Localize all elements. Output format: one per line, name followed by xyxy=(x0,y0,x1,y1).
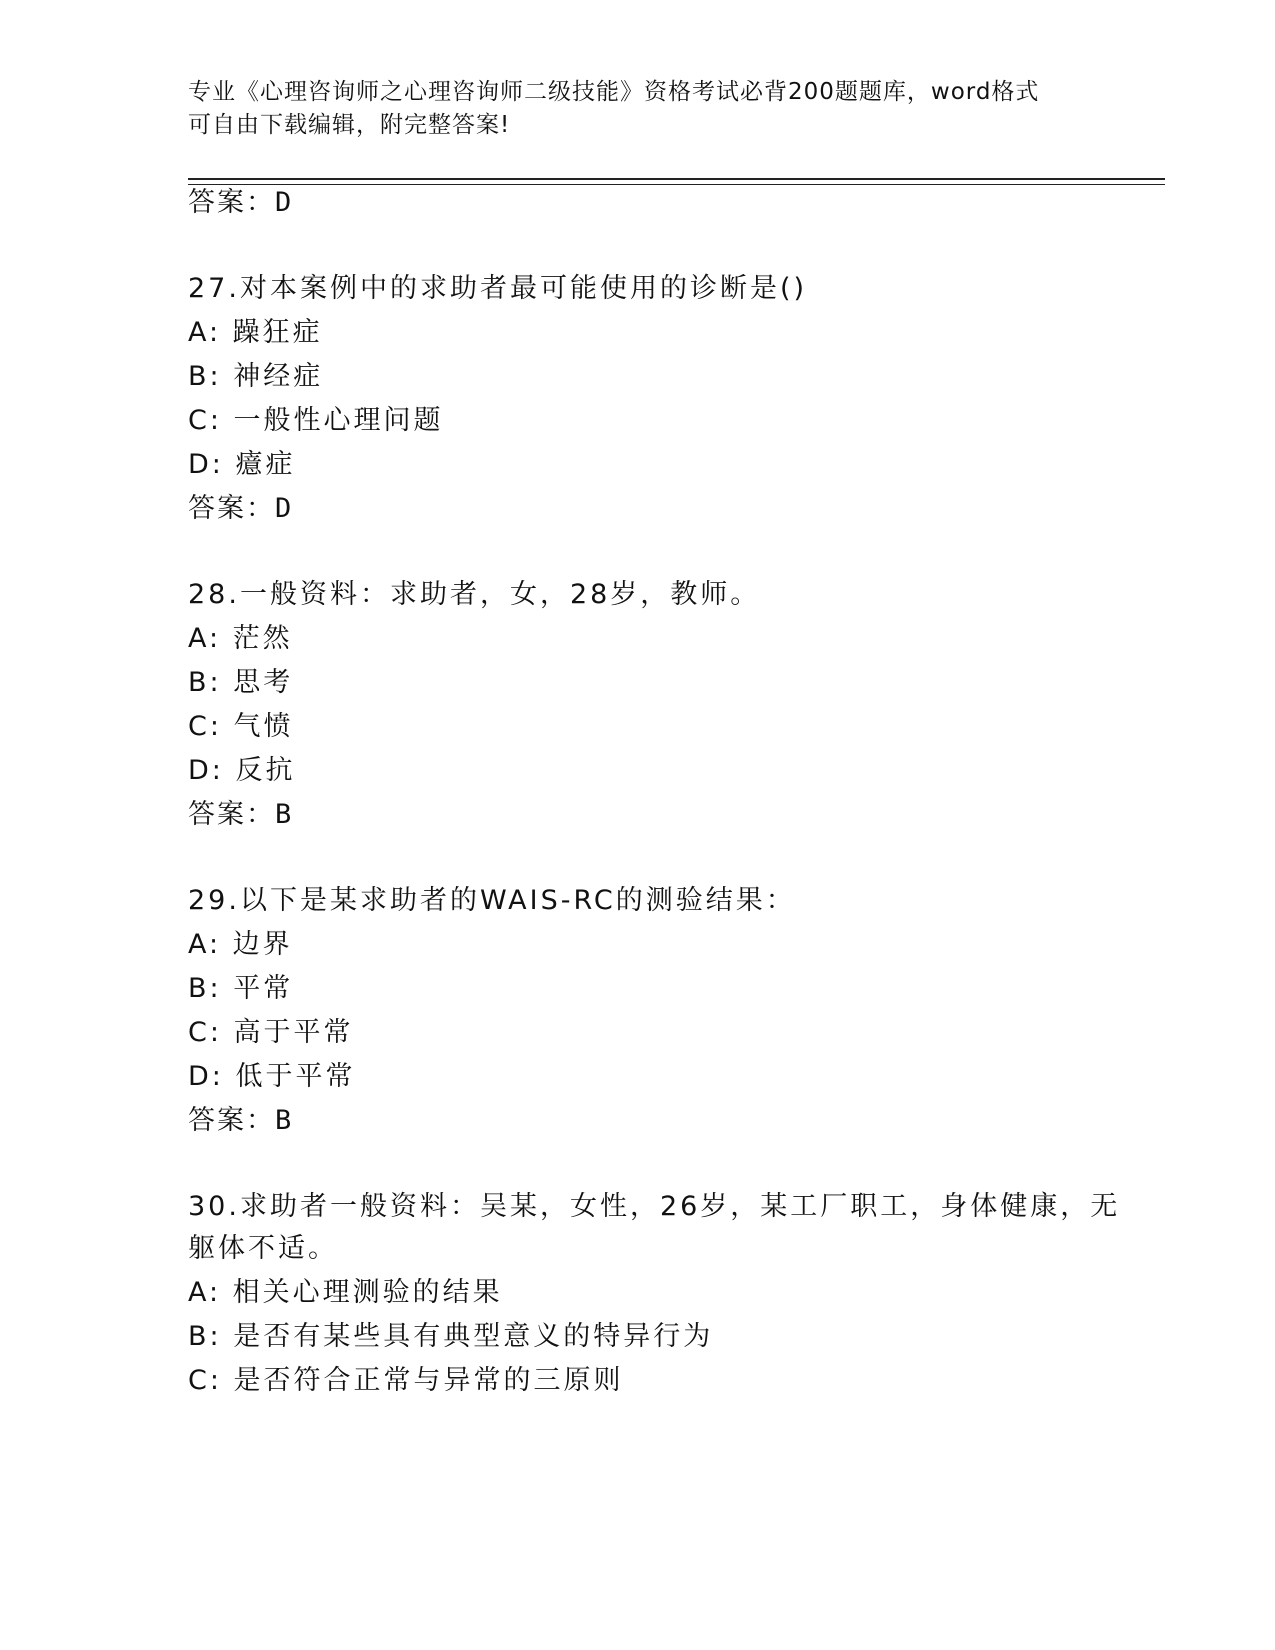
option-d: D: 低于平常 xyxy=(188,1061,356,1092)
header-rule-thick xyxy=(188,178,1165,180)
option-a: A: 茫然 xyxy=(188,623,293,654)
option-c: C: 高于平常 xyxy=(188,1017,354,1048)
answer-label: 答案： xyxy=(188,187,275,218)
answer-value: D xyxy=(275,493,292,524)
document-header xyxy=(188,76,1088,142)
answer-line xyxy=(188,798,291,832)
answer-value: B xyxy=(275,799,292,830)
answer-line xyxy=(188,492,291,526)
option-a: A: 边界 xyxy=(188,929,293,960)
option-b: B: 平常 xyxy=(188,973,294,1004)
header-line-1: 专业《心理咨询师之心理咨询师二级技能》资格考试必背200题题库，word格式 xyxy=(188,79,1040,105)
answer-label: 答案： xyxy=(188,1105,275,1136)
header-line-2: 可自由下载编辑，附完整答案! xyxy=(188,112,511,138)
header-rule-thin xyxy=(188,184,1165,185)
question-27: 27.对本案例中的求助者最可能使用的诊断是() xyxy=(188,273,808,304)
question-28: 28.一般资料：求助者，女，28岁，教师。 xyxy=(188,579,761,610)
answer-line xyxy=(188,1104,291,1138)
option-c: C: 气愤 xyxy=(188,711,294,742)
question-30-line-2: 躯体不适。 xyxy=(188,1233,338,1264)
option-b: B: 神经症 xyxy=(188,361,324,392)
answer-value: B xyxy=(275,1105,292,1136)
question-29: 29.以下是某求助者的WAIS-RC的测验结果： xyxy=(188,885,796,916)
option-c: C: 一般性心理问题 xyxy=(188,405,444,436)
option-a: A: 躁狂症 xyxy=(188,317,323,348)
option-d: D: 癔症 xyxy=(188,449,296,480)
answer-value: D xyxy=(275,187,292,218)
option-c: C: 是否符合正常与异常的三原则 xyxy=(188,1365,624,1396)
answer-label: 答案： xyxy=(188,799,275,830)
answer-label: 答案： xyxy=(188,493,275,524)
question-30-line-1: 30.求助者一般资料：吴某，女性，26岁，某工厂职工，身体健康，无 xyxy=(188,1191,1121,1222)
option-a: A: 相关心理测验的结果 xyxy=(188,1277,503,1308)
option-d: D: 反抗 xyxy=(188,755,296,786)
option-b: B: 是否有某些具有典型意义的特异行为 xyxy=(188,1321,714,1352)
option-b: B: 思考 xyxy=(188,667,294,698)
answer-line xyxy=(188,186,291,220)
